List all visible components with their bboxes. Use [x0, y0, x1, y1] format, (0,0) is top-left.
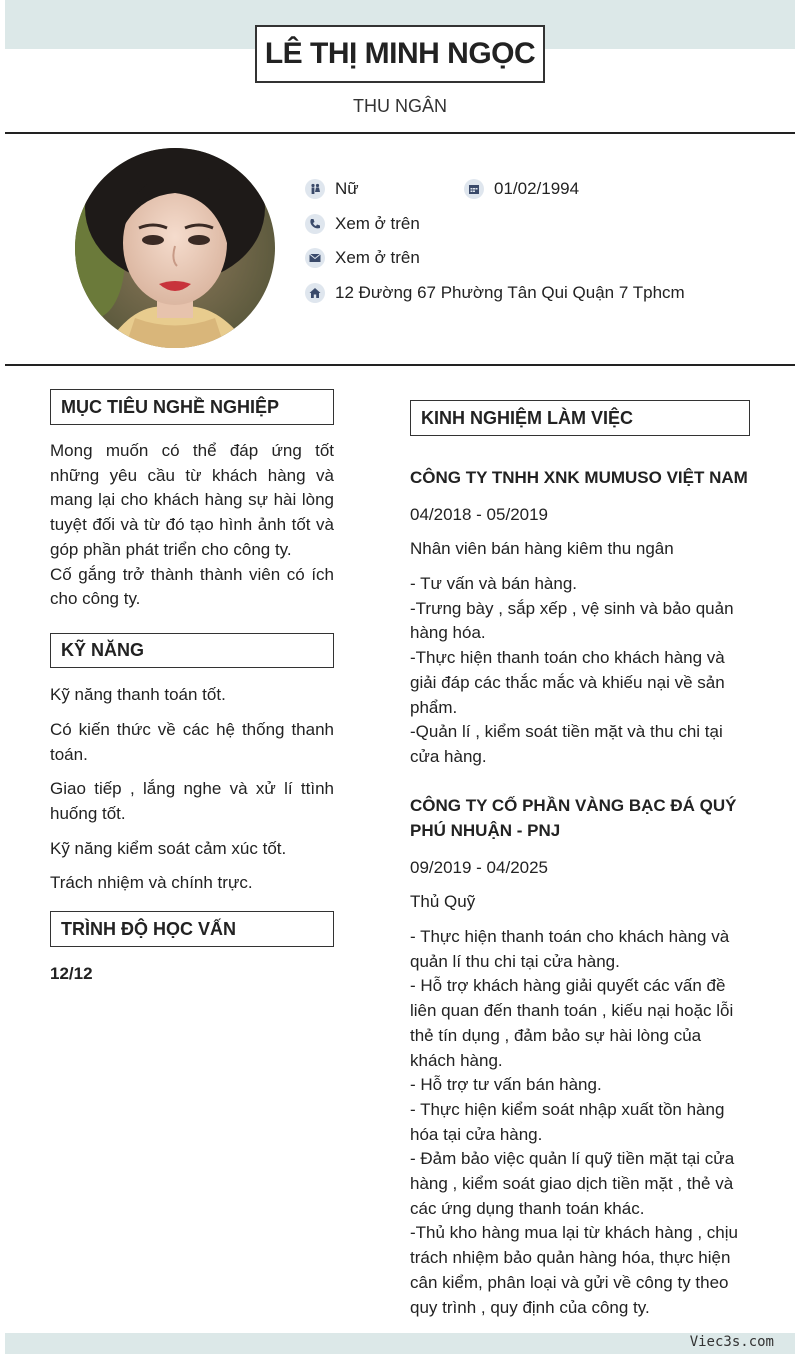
experience-heading: KINH NGHIỆM LÀM VIỆC [410, 400, 750, 436]
skill-item: Có kiến thức về các hệ thống thanh toán. [50, 720, 334, 764]
email-value: Xem ở trên [335, 248, 420, 267]
gender-row [305, 179, 359, 199]
address-value: 12 Đường 67 Phường Tân Qui Quận 7 Tphcm [335, 283, 685, 302]
phone-value: Xem ở trên [335, 214, 420, 233]
bottom-band [5, 1333, 795, 1354]
gender-icon [305, 179, 325, 199]
phone-icon [305, 214, 325, 234]
home-icon [305, 283, 325, 303]
skill-item: Kỹ năng kiểm soát cảm xúc tốt. [50, 839, 287, 858]
education-heading: TRÌNH ĐỘ HỌC VẤN [50, 911, 334, 947]
avatar-photo [75, 148, 275, 348]
job-period: 04/2018 - 05/2019 [410, 505, 549, 524]
calendar-icon [464, 179, 484, 199]
birthday-row [464, 179, 579, 199]
watermark: Viec3s.com [689, 1334, 774, 1350]
skill-item: Kỹ năng thanh toán tốt. [50, 685, 226, 704]
job-period: 09/2019 - 04/2025 [410, 858, 549, 877]
duty-item: - Tư vấn và bán hàng. [410, 574, 578, 593]
job-duties [410, 572, 740, 770]
duty-item: - Thực hiện thanh toán cho khách hàng và quản lí thu chi tại cửa hàng. [410, 927, 730, 971]
email-icon [305, 248, 325, 268]
objective-paragraph: Mong muốn có thể đáp ứng tốt những yêu cầu từ khách hàng và mang lại cho khách hàng sự hài lòng tuyệt đối và từ đó tạo hình ảnh tốt và góp phần phát triển cho công ty. [50, 441, 334, 559]
objective-text [50, 439, 334, 612]
candidate-name: LÊ THỊ MINH NGỌC [255, 25, 545, 83]
objective-heading: MỤC TIÊU NGHỀ NGHIỆP [50, 389, 334, 425]
skill-item: Giao tiếp , lắng nghe và xử lí ttình huống tốt. [50, 779, 334, 823]
job-position: Thủ Quỹ [410, 892, 476, 911]
job-company: CÔNG TY TNHH XNK MUMUSO VIỆT NAM [410, 468, 748, 487]
phone-row [305, 214, 420, 234]
job-title: THU NGÂN [353, 96, 447, 116]
duty-item: -Thủ kho hàng mua lại từ khách hàng , chịu trách nhiệm bảo quản hàng hóa, thực hiện cân kiểm, phân loại và gửi về công ty theo quy trình , quy định của công ty. [410, 1223, 738, 1317]
objective-paragraph: Cố gắng trở thành thành viên có ích cho công ty. [50, 564, 334, 609]
job-company: CÔNG TY CỐ PHẦN VÀNG BẠC ĐÁ QUÝ PHÚ NHUẬN - PNJ [410, 796, 737, 840]
skill-item: Trách nhiệm và chính trực. [50, 873, 253, 892]
birthday-value: 01/02/1994 [494, 179, 580, 198]
gender-value: Nữ [335, 179, 359, 198]
divider-middle [5, 364, 795, 366]
duty-item: - Hỗ trợ khách hàng giải quyết các vấn đề liên quan đến thanh toán , kiếu nại hoặc lỗi thẻ tín dụng , đảm bảo sự hài lòng của khách hàng. [410, 976, 734, 1070]
duty-item: -Quản lí , kiểm soát tiền mặt và thu chi tại cửa hàng. [410, 722, 723, 766]
education-level: 12/12 [50, 964, 93, 983]
job-duties [410, 925, 740, 1320]
duty-item: - Thực hiện kiểm soát nhập xuất tồn hàng hóa tại cửa hàng. [410, 1099, 725, 1144]
avatar [75, 148, 275, 348]
duty-item: - Đảm bảo việc quản lí quỹ tiền mặt tại cửa hàng , kiểm soát giao dịch tiền mặt , thẻ và các ứng dụng thanh toán khác. [410, 1149, 735, 1218]
divider-top [5, 132, 795, 134]
duty-item: - Hỗ trợ tư vấn bán hàng. [410, 1075, 602, 1095]
duty-item: -Trưng bày , sắp xếp , vệ sinh và bảo quản hàng hóa. [410, 598, 734, 643]
email-row [305, 248, 420, 268]
duty-item: -Thực hiện thanh toán cho khách hàng và giải đáp các thắc mắc và khiếu nại về sản phẩm. [410, 648, 725, 717]
job-position: Nhân viên bán hàng kiêm thu ngân [410, 539, 674, 558]
skills-heading: KỸ NĂNG [50, 633, 334, 668]
address-row [305, 283, 685, 303]
